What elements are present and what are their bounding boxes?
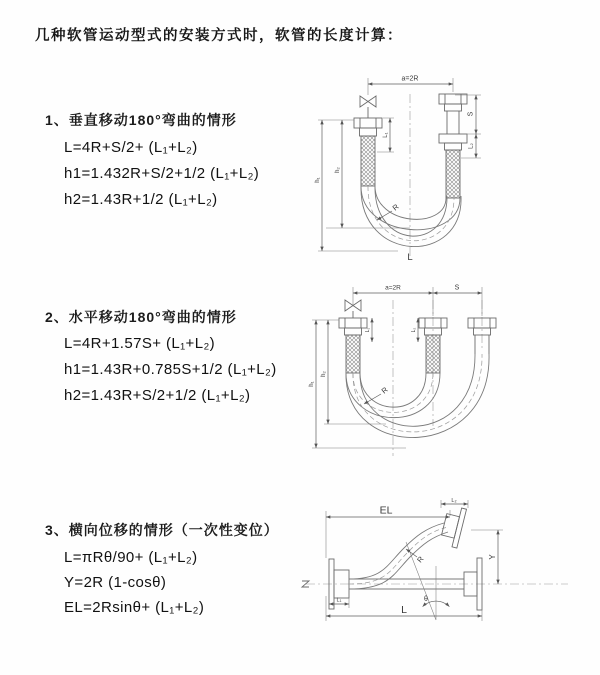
dim-label-h2: h₂: [321, 371, 327, 377]
section-1-formula-L: L=4R+S/2+ (L₁+L₂): [64, 139, 198, 156]
valve-icon: [360, 96, 376, 118]
section-1-heading: 1、垂直移动180°弯曲的情形: [45, 112, 237, 128]
dim-label-r: R: [390, 202, 401, 213]
page-title: 几种软管运动型式的安装方式时，软管的长度计算：: [35, 28, 403, 44]
dim-label-el: EL: [379, 504, 393, 517]
dim-label-a2r: a=2R: [385, 284, 401, 292]
dim-label-l: L: [407, 252, 413, 263]
dim-label-y: Y: [488, 554, 497, 560]
dim-label-l: L: [401, 604, 407, 616]
section-2-formula-h1: h1=1.43R+0.785S+1/2 (L₁+L₂): [64, 361, 277, 378]
section-3-formula-Y: Y=2R (1-cosθ): [64, 574, 167, 591]
dim-label-h1: h₁: [309, 381, 315, 387]
dim-label-s: S: [454, 284, 460, 292]
dim-label-s: S: [467, 111, 475, 117]
dim-label-h1: h₁: [315, 177, 321, 183]
moved-flange: [439, 505, 466, 548]
dim-label-l1: L₁: [336, 597, 342, 604]
section-1-formula-h1: h1=1.432R+S/2+1/2 (L₁+L₂): [64, 165, 260, 182]
dim-label-l2: L₂: [451, 498, 457, 504]
dim-label-l1: L₁: [365, 327, 371, 333]
diagram-horizontal-180-bend: [296, 276, 596, 466]
right-pipe-fitting: [439, 94, 467, 198]
diagram-vertical-180-bend: [298, 68, 573, 263]
section-1-formula-h2: h2=1.43R+1/2 (L₁+L₂): [64, 191, 218, 208]
dim-label-h2: h₂: [335, 167, 341, 173]
section-2-formula-h2: h2=1.43R+S/2+1/2 (L₁+L₂): [64, 387, 251, 404]
pipe-fitting-2: [419, 318, 447, 373]
section-3-formula-L: L=πRθ/90+ (L₁+L₂): [64, 549, 198, 566]
dim-label-theta: θ: [424, 596, 428, 603]
dim-label-r: R: [415, 554, 426, 565]
section-3-heading: 3、横向位移的情形（一次性变位）: [45, 522, 279, 538]
section-3-formula-EL: EL=2Rsinθ+ (L₁+L₂): [64, 599, 205, 616]
diagram-lateral-displacement: [298, 496, 600, 662]
hose-u-bends: [346, 354, 489, 438]
section-2-formula-L: L=4R+1.57S+ (L₁+L₂): [64, 335, 216, 352]
dim-label-l2: L₂: [411, 327, 417, 333]
section-2-heading: 2、水平移动180°弯曲的情形: [45, 309, 237, 325]
dim-label-r: R: [379, 385, 390, 396]
pipe-fitting-1: [339, 318, 367, 373]
dim-label-a2r: a=2R: [401, 75, 419, 83]
dim-label-l2: L₂: [468, 143, 475, 149]
dim-label-l1: L₁: [383, 132, 389, 138]
